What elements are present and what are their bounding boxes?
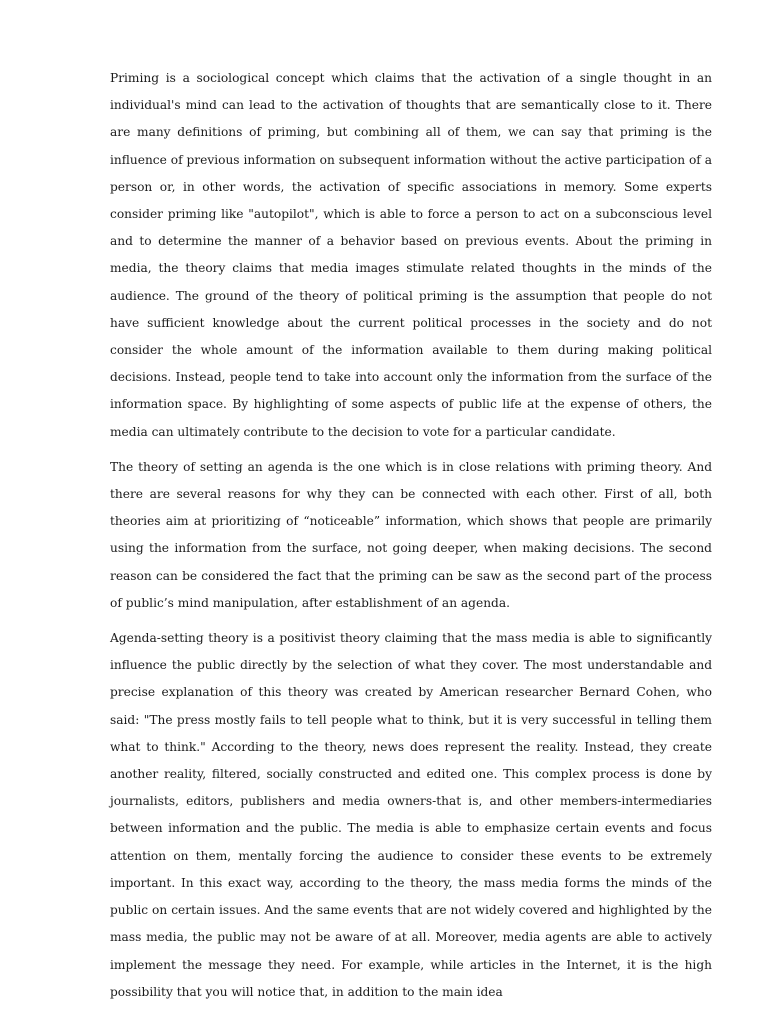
document-page (110, 65, 712, 1014)
paragraph-agenda-setting-relation: The theory of setting an agenda is the one which is in close relations with priming theory. And there are several reasons for why they can be connected with each other. First of all, both theories aim at prioritizing of “noticeable” information, which shows that people are primarily using the information from the surface, not going deeper, when making decisions. The second reason can be considered the fact that the priming can be saw as the second part of the process of public’s mind manipulation, after establishment of an agenda. (110, 459, 712, 610)
paragraph-agenda-setting-theory: Agenda-setting theory is a positivist theory claiming that the mass media is able to significantly influence the public directly by the selection of what they cover. The most understandable and precise explanation of this theory was created by American researcher Bernard Cohen, who said: "The press mostly fails to tell people what to think, but it is very successful in telling them what to think." According to the theory, news does represent the reality. Instead, they create another reality, filtered, socially constructed and edited one. This complex process is done by journalists, editors, publishers and media owners-that is, and other members-intermediaries between information and the public. The media is able to emphasize certain events and focus attention on them, mentally forcing the audience to consider these events to be extremely important. In this exact way, according to the theory, the mass media forms the minds of the public on certain issues. And the same events that are not widely covered and highlighted by the mass media, the public may not be aware of at all. Moreover, media agents are able to actively implement the message they need. For example, while articles in the Internet, it is the high possibility that you will notice that, in addition to the main idea (110, 631, 712, 999)
paragraph-priming: Priming is a sociological concept which claims that the activation of a single thought in an individual's mind can lead to the activation of thoughts that are semantically close to it. There are many definitions of priming, but combining all of them, we can say that priming is the influence of previous information on subsequent information without the active participation of a person or, in other words, the activation of specific associations in memory. Some experts consider priming like "autopilot", which is able to force a person to act on a subconscious level and to determine the manner of a behavior based on previous events. About the priming in media, the theory claims that media images stimulate related thoughts in the minds of the audience. The ground of the theory of political priming is the assumption that people do not have sufficient knowledge about the current political processes in the society and do not consider the whole amount of the information available to them during making political decisions. Instead, people tend to take into account only the information from the surface of the information space. By highlighting of some aspects of public life at the expense of others, the media can ultimately contribute to the decision to vote for a particular candidate. (110, 71, 712, 439)
